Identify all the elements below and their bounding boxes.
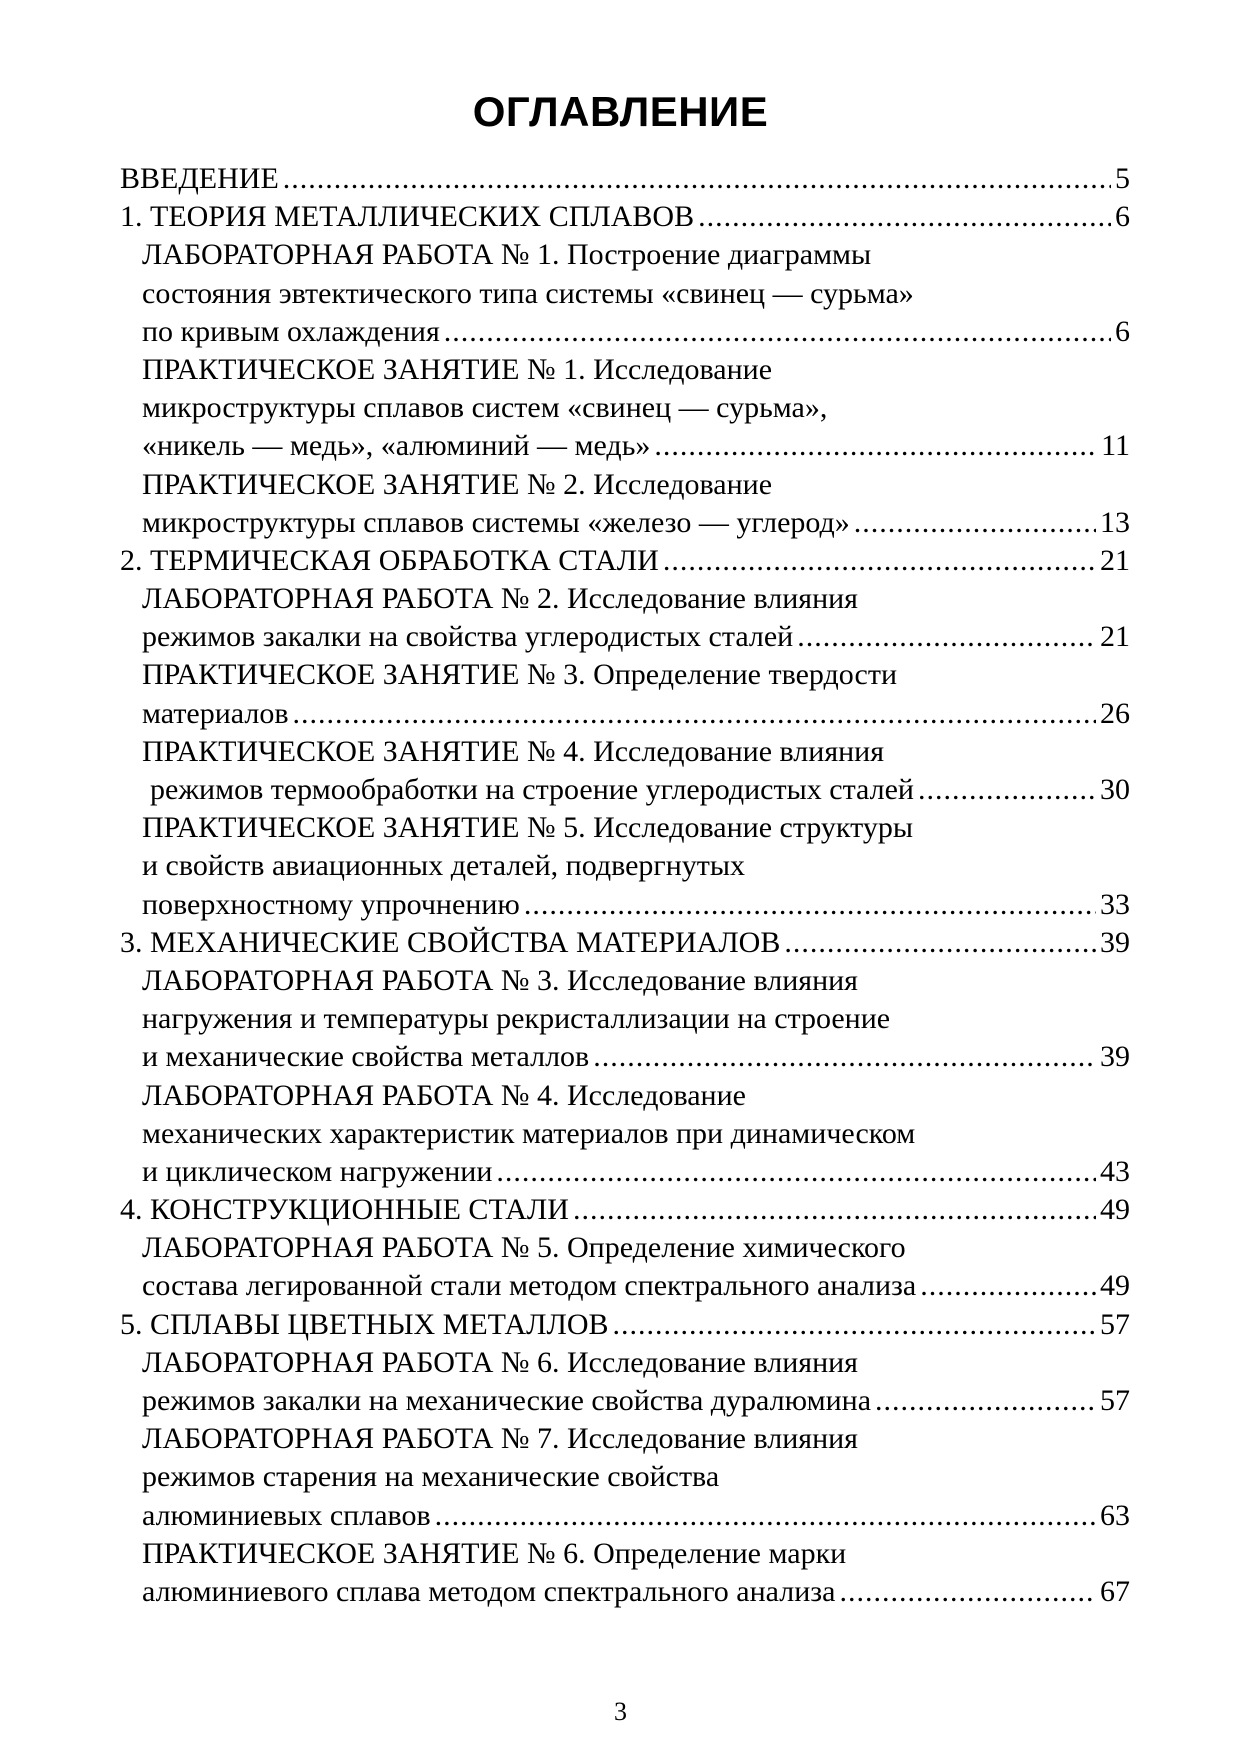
toc-entry-text: ВВЕДЕНИЕ [120,162,279,195]
leader-dots [784,924,1096,962]
leader-dots [496,1153,1096,1191]
toc-entry-line: ЛАБОРАТОРНАЯ РАБОТА № 2. Исследование влияния [142,582,858,616]
toc-entry-practice-4[interactable] [120,733,1130,809]
table-of-contents [120,160,1130,1611]
toc-page-number: 57 [1100,1307,1130,1341]
toc-page-number: 5 [1115,162,1130,195]
toc-page-number: 49 [1100,1193,1130,1227]
toc-entry-last-line [120,427,1130,465]
toc-entry-line: ПРАКТИЧЕСКОЕ ЗАНЯТИЕ № 4. Исследование влияния [142,734,885,768]
toc-page-number: 6 [1115,200,1130,234]
toc-entry-lab-5[interactable] [120,1229,1130,1305]
leader-dots [293,695,1096,733]
toc-page-number: 39 [1100,925,1130,959]
toc-page-number: 11 [1101,429,1130,463]
toc-entry-text: материалов [142,696,289,730]
toc-entry-last-line [120,504,1130,542]
toc-entry-last-line [120,771,1130,809]
toc-page-number: 63 [1100,1498,1130,1532]
toc-section-3[interactable] [120,924,1130,962]
toc-entry-text: и механические свойства металлов [142,1040,590,1074]
leader-dots [839,1573,1096,1611]
toc-section-2[interactable] [120,542,1130,580]
toc-entry-line: ЛАБОРАТОРНАЯ РАБОТА № 5. Определение химического [142,1231,906,1265]
page-title: ОГЛАВЛЕНИЕ [472,88,769,135]
leader-dots [573,1191,1096,1229]
toc-page-number: 57 [1100,1384,1130,1417]
toc-entry-line: режимов старения на механические свойства [142,1460,720,1494]
toc-entry-line: и свойств авиационных деталей, подвергнутых [142,849,746,883]
toc-entry-text: режимов закалки на свойства углеродистых сталей [142,620,794,654]
toc-entry-text: 3. МЕХАНИЧЕСКИЕ СВОЙСТВА МАТЕРИАЛОВ [120,925,781,959]
leader-dots [654,427,1097,465]
toc-entry-practice-1[interactable] [120,351,1130,466]
toc-page-number: 49 [1100,1269,1130,1303]
toc-entry-line: ЛАБОРАТОРНАЯ РАБОТА № 1. Построение диаграммы [142,238,872,272]
leader-dots [663,542,1096,580]
leader-dots [613,1306,1096,1344]
leader-dots [593,1038,1096,1076]
toc-entry-line: микроструктуры сплавов систем «свинец — сурьма», [142,391,828,425]
toc-entry-line: механических характеристик материалов при динамическом [142,1116,916,1150]
toc-entry-last-line [120,1497,1130,1535]
leader-dots [920,1267,1096,1305]
toc-entry-text: и циклическом нагружении [142,1154,493,1188]
toc-entry-text: 2. ТЕРМИЧЕСКАЯ ОБРАБОТКА СТАЛИ [120,543,659,577]
toc-entry-line: ЛАБОРАТОРНАЯ РАБОТА № 6. Исследование влияния [142,1345,858,1379]
toc-entry-line: состояния эвтектического типа системы «свинец — сурьма» [142,276,914,310]
leader-dots [797,618,1096,656]
toc-entry-lab-7[interactable] [120,1420,1130,1535]
toc-section-4[interactable] [120,1191,1130,1229]
toc-entry-text: 5. СПЛАВЫ ЦВЕТНЫХ МЕТАЛЛОВ [120,1307,609,1341]
toc-entry-last-line [120,313,1130,351]
toc-entry-last-line [120,618,1130,656]
toc-entry-practice-3[interactable] [120,656,1130,732]
toc-page-number: 6 [1115,314,1130,348]
toc-page-number: 13 [1100,505,1130,539]
leader-dots [698,198,1111,236]
toc-entry-text: поверхностному упрочнению [142,887,520,921]
toc-entry-line: ЛАБОРАТОРНАЯ РАБОТА № 7. Исследование влияния [142,1422,858,1456]
leader-dots [854,504,1096,542]
toc-entry-lab-6[interactable] [120,1344,1130,1420]
toc-section-1[interactable] [120,198,1130,236]
toc-entry-text: «никель — медь», «алюминий — медь» [142,429,651,463]
toc-entry-line: ЛАБОРАТОРНАЯ РАБОТА № 3. Исследование влияния [142,963,858,997]
toc-entry-line: ПРАКТИЧЕСКОЕ ЗАНЯТИЕ № 3. Определение твердости [142,658,898,692]
toc-page-number: 67 [1100,1574,1130,1608]
toc-entry-last-line [120,695,1130,733]
toc-entry-practice-2[interactable] [120,466,1130,542]
toc-entry-last-line [120,1153,1130,1191]
toc-page-number: 43 [1100,1154,1130,1188]
toc-entry-last-line [120,1267,1130,1305]
toc-entry-text: 4. КОНСТРУКЦИОННЫЕ СТАЛИ [120,1193,569,1227]
toc-entry-lab-1[interactable] [120,236,1130,351]
toc-entry-text: алюминиевого сплава методом спектрального анализа [142,1574,836,1608]
toc-entry-line: ЛАБОРАТОРНАЯ РАБОТА № 4. Исследование [142,1078,746,1112]
toc-entry-practice-5[interactable] [120,809,1130,924]
toc-page-number: 21 [1100,543,1130,577]
toc-entry-lab-3[interactable] [120,962,1130,1077]
toc-entry-text: алюминиевых сплавов [142,1498,431,1532]
toc-entry-lab-4[interactable] [120,1077,1130,1192]
toc-entry-text: состава легированной стали методом спектрального анализа [142,1269,917,1303]
toc-entry-text: режимов закалки на механические свойства дуралюмина [142,1384,872,1417]
leader-dots [875,1382,1096,1420]
toc-entry-line: нагружения и температуры рекристаллизации на строение [142,1002,891,1036]
toc-entry-line: ПРАКТИЧЕСКОЕ ЗАНЯТИЕ № 6. Определение марки [142,1536,847,1570]
page-number-footer: 3 [614,1697,627,1726]
toc-entry-text: по кривым охлаждения [142,314,440,348]
toc-entry-line: ПРАКТИЧЕСКОЕ ЗАНЯТИЕ № 5. Исследование структуры [142,811,913,845]
leader-dots [283,160,1111,198]
toc-entry-last-line [120,1573,1130,1611]
leader-dots [435,1497,1096,1535]
toc-page-number: 21 [1100,620,1130,654]
leader-dots [918,771,1096,809]
toc-entry-line: ПРАКТИЧЕСКОЕ ЗАНЯТИЕ № 1. Исследование [142,352,773,386]
toc-page-number: 33 [1100,887,1130,921]
toc-entry-practice-6[interactable] [120,1535,1130,1611]
toc-section-5[interactable] [120,1306,1130,1344]
toc-entry-lab-2[interactable] [120,580,1130,656]
toc-entry-text: микроструктуры сплавов системы «железо — углерод» [142,505,850,539]
toc-page-number: 26 [1100,696,1130,730]
toc-entry-last-line [120,1382,1130,1420]
toc-entry-text: режимов термообработки на строение углеродистых сталей [150,773,914,806]
leader-dots [524,886,1096,924]
toc-page-number: 30 [1100,773,1130,806]
toc-entry-text: 1. ТЕОРИЯ МЕТАЛЛИЧЕСКИХ СПЛАВОВ [120,200,695,234]
toc-entry-last-line [120,886,1130,924]
toc-page-number: 39 [1100,1040,1130,1074]
toc-entry-intro[interactable] [120,160,1130,198]
toc-entry-line: ПРАКТИЧЕСКОЕ ЗАНЯТИЕ № 2. Исследование [142,467,773,501]
toc-entry-last-line [120,1038,1130,1076]
leader-dots [444,313,1111,351]
